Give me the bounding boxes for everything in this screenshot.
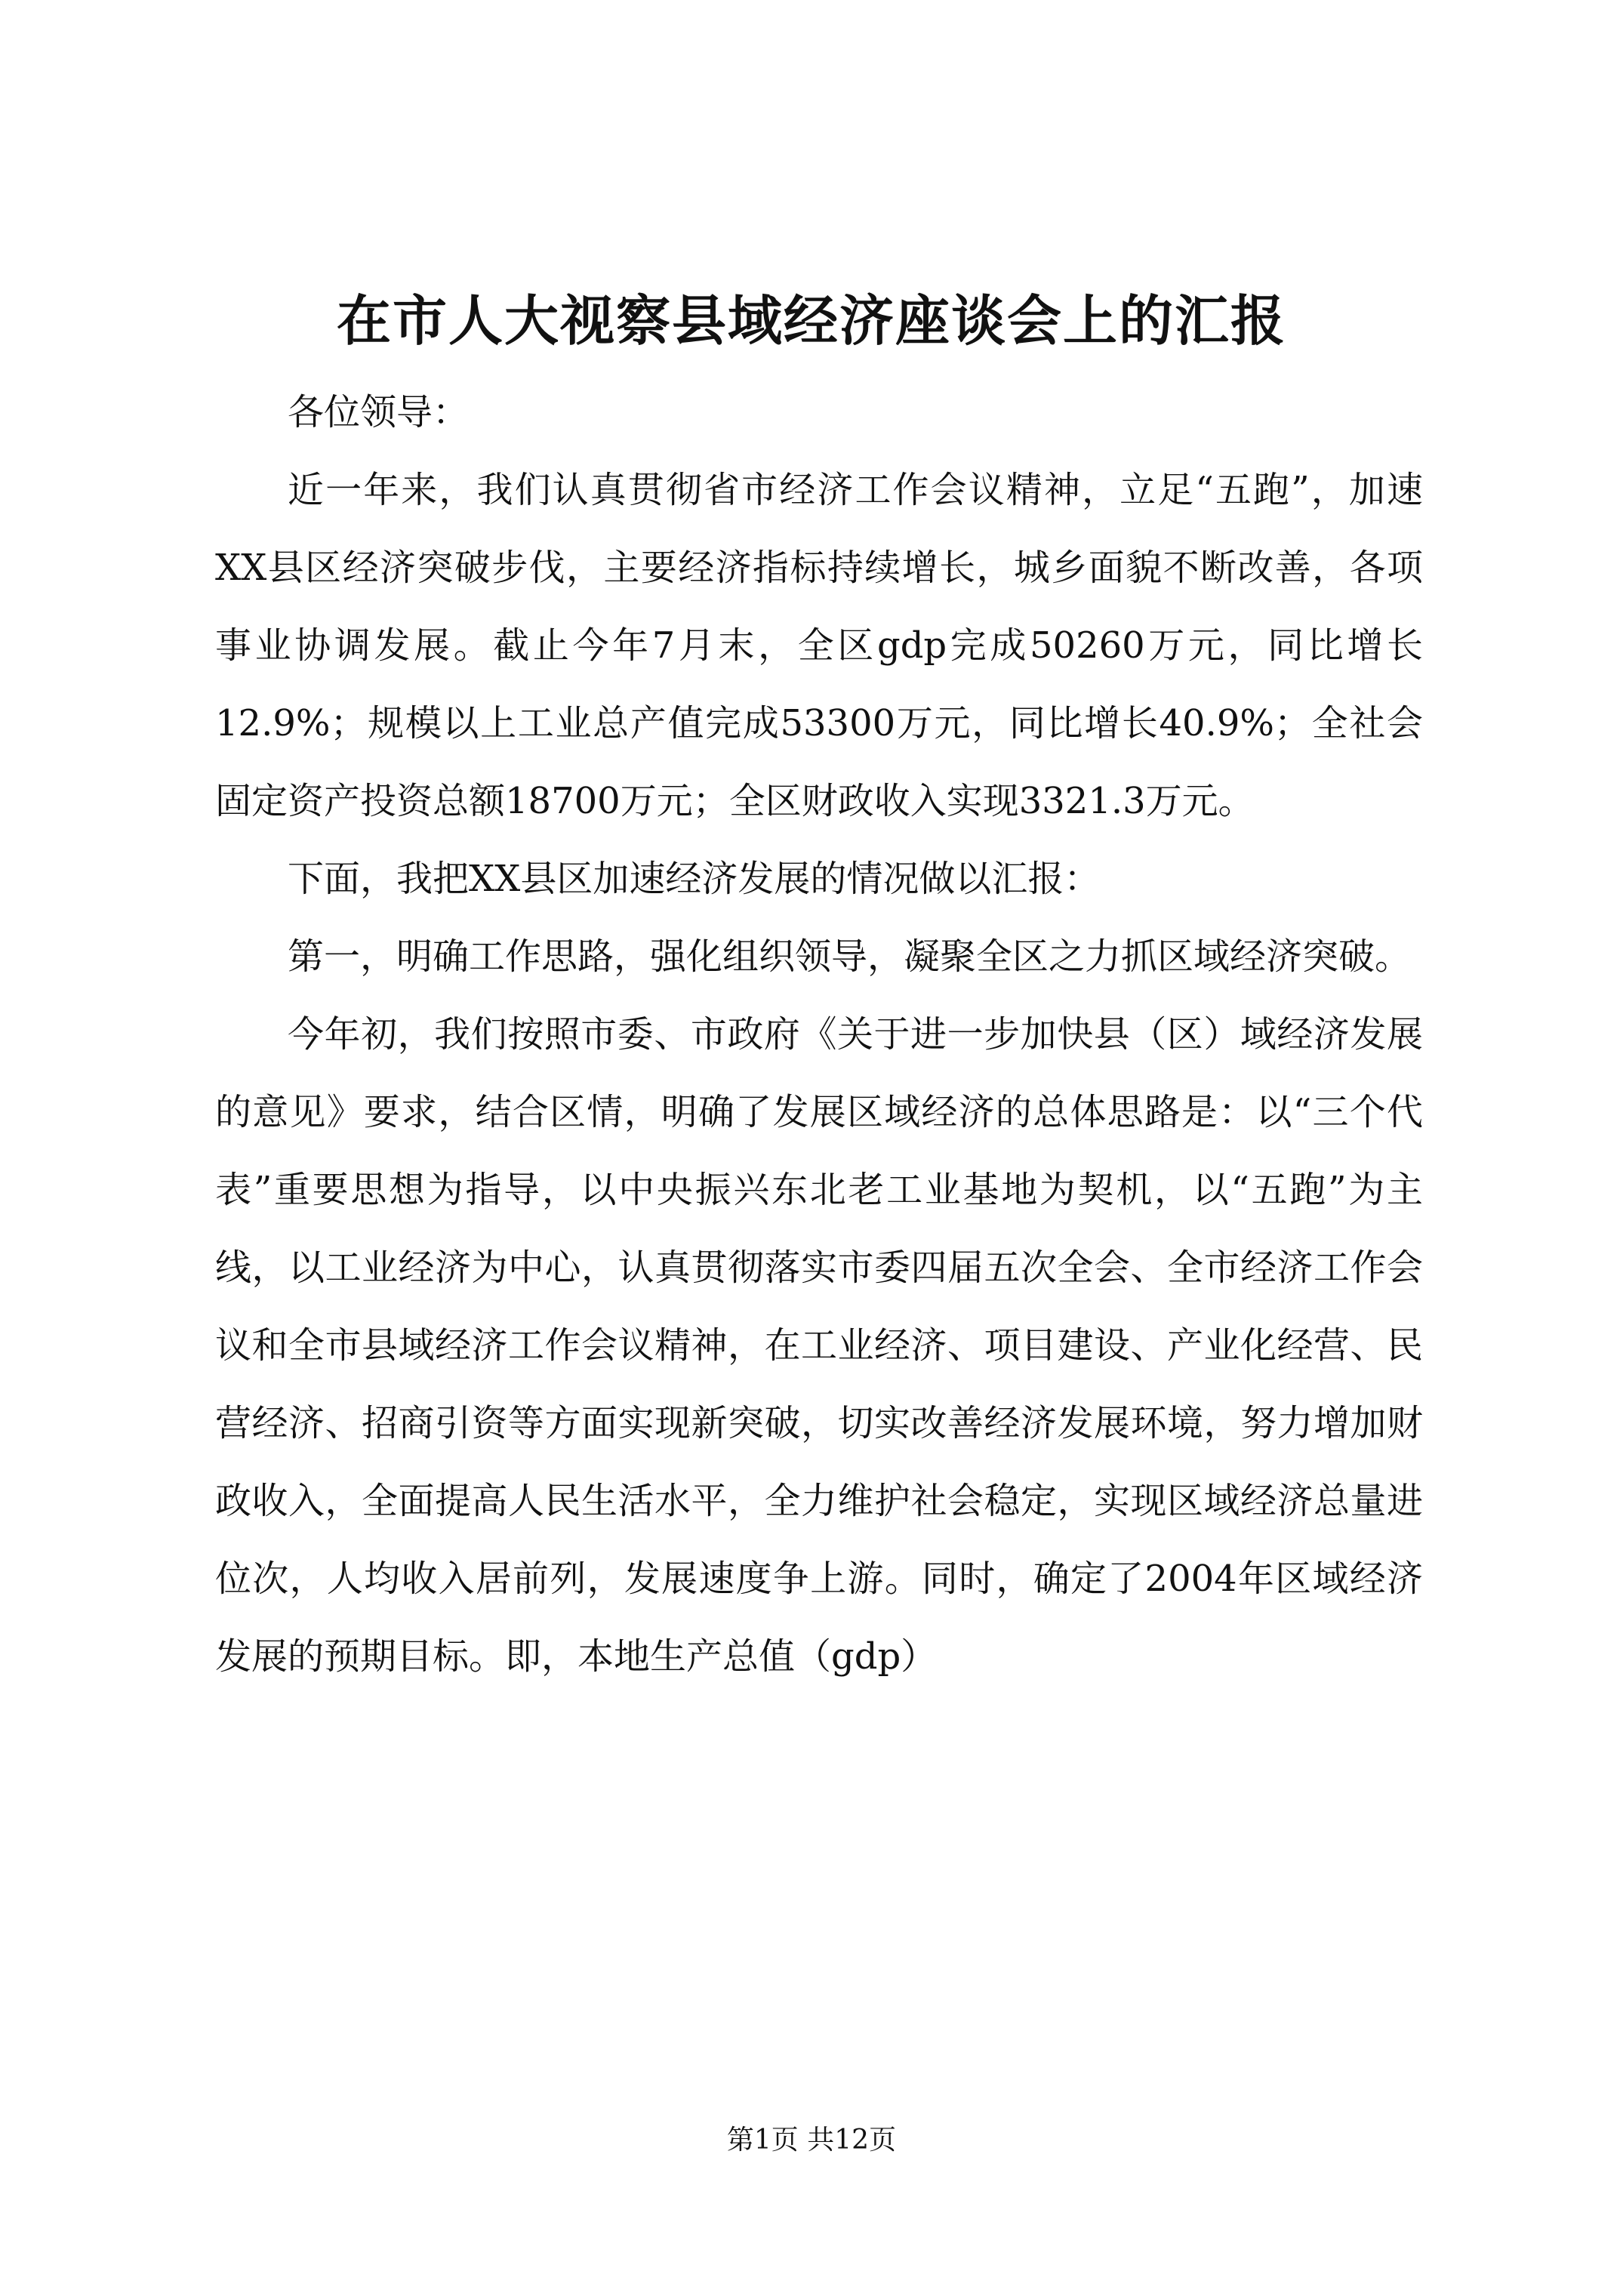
page-number: 第1页 共12页 — [726, 2125, 897, 2156]
paragraph-summary: 近一年来，我们认真贯彻省市经济工作会议精神，立足“五跑”，加速XX县区经济突破步伐，主要经济指标持续增长，城乡面貌不断改善，各项事业协调发展。截止今年7月末，全区gdp完成50260万元，同比增长12.9%；规模以上工业总产值完成53300万元，同比增长40.9%；全社会固定资产投资总额18700万元；全区财政收入实现3321.3万元。 — [215, 469, 1423, 822]
salutation: 各位领导： — [288, 391, 470, 433]
paragraph-intro: 下面，我把XX县区加速经济发展的情况做以汇报： — [288, 858, 1101, 900]
paragraph-section-one-detail: 今年初，我们按照市委、市政府《关于进一步加快县（区）域经济发展的意见》要求，结合区情，明确了发展区域经济的总体思路是：以“三个代表”重要思想为指导，以中央振兴东北老工业基地为契机，以“五跑”为主线，以工业经济为中心，认真贯彻落实市委四届五次全会、全市经济工作会议和全市县域经济工作会议精神，在工业经济、项目建设、产业化经营、民营经济、招商引资等方面实现新突破，切实改善经济发展环境，努力增加财政收入，全面提高人民生活水平，全力维护社会稳定，实现区域经济总量进位次，人均收入居前列，发展速度争上游。同时，确定了2004年区域经济发展的预期目标。即，本地生产总值（gdp） — [215, 1013, 1423, 1678]
document-title: 在市人大视察县域经济座谈会上的汇报 — [336, 288, 1286, 353]
document-body — [215, 374, 1423, 1696]
paragraph-section-one: 第一，明确工作思路，强化组织领导，凝聚全区之力抓区域经济突破。 — [288, 935, 1412, 978]
